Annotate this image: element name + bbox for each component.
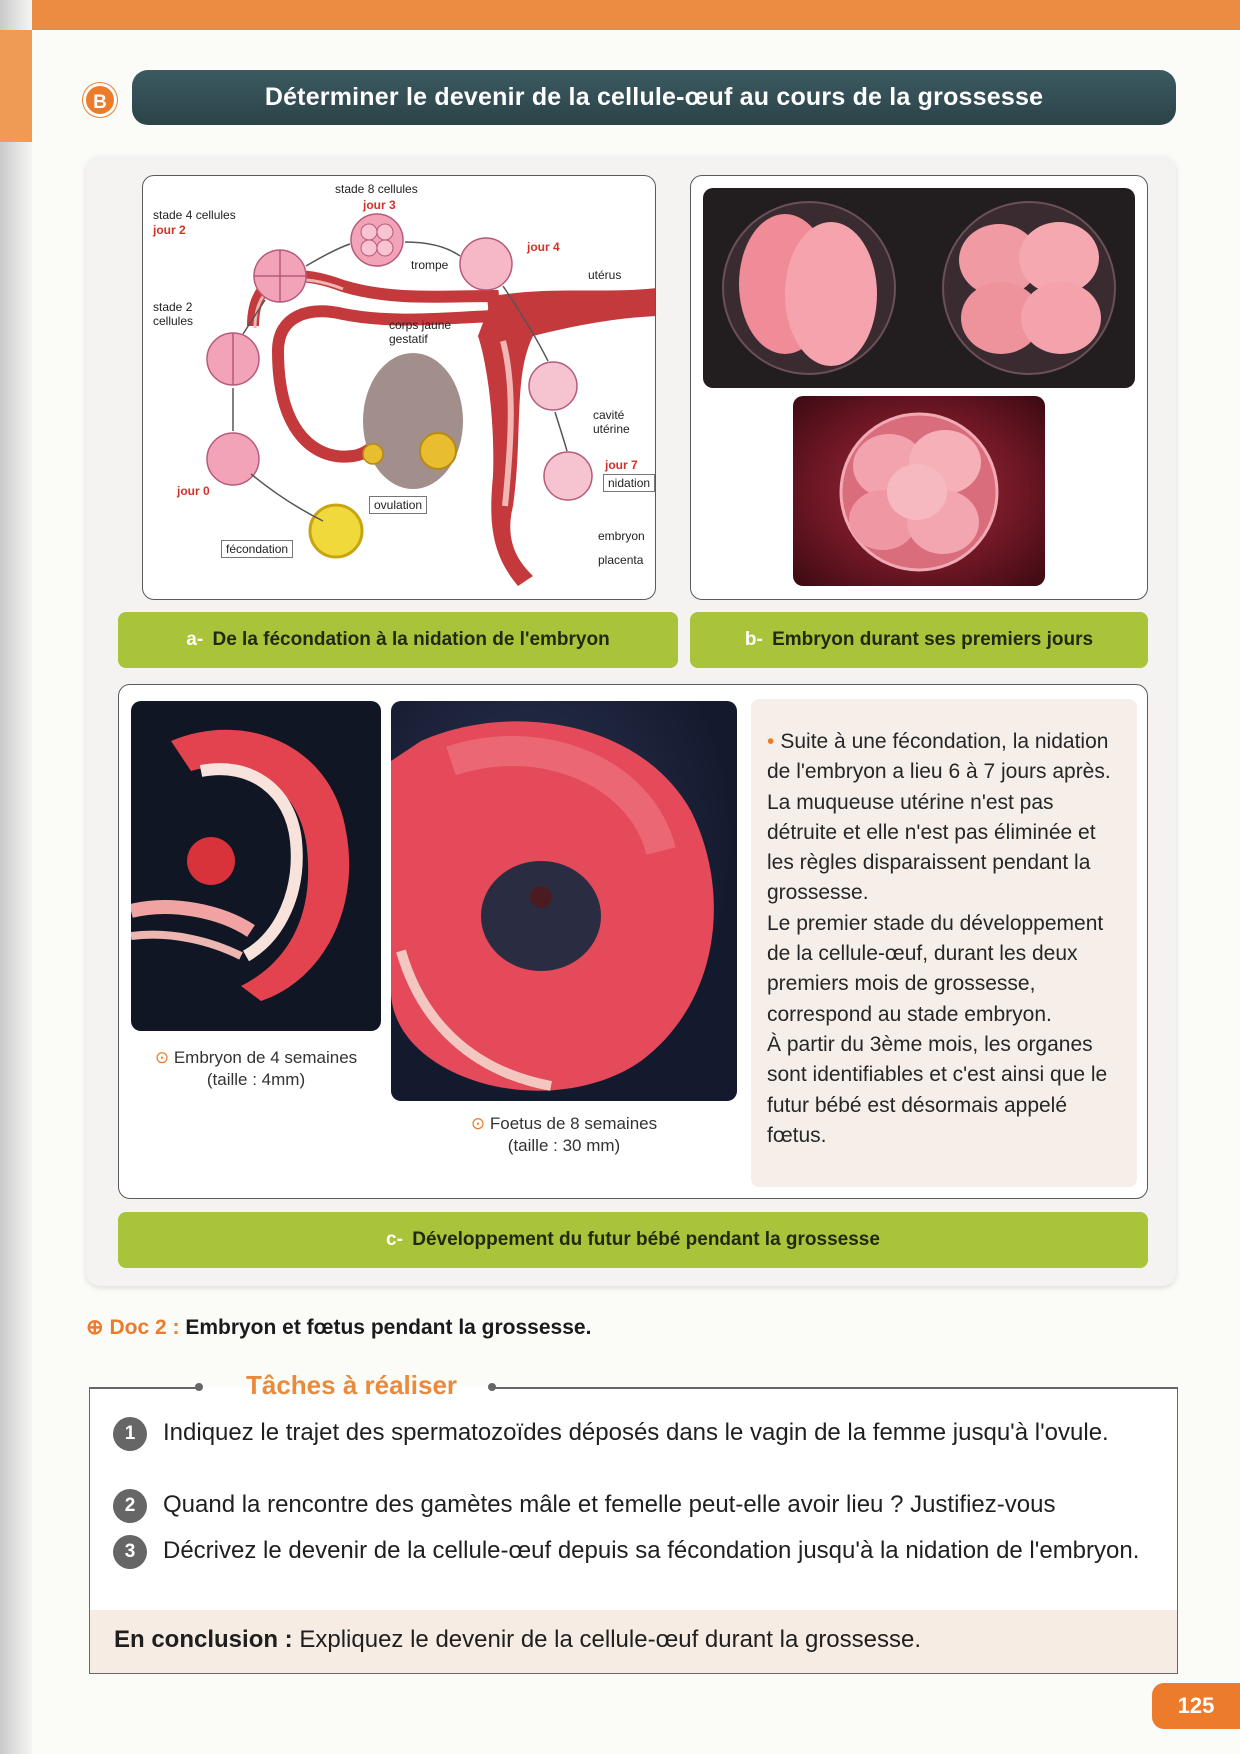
- explanation-p1: Suite à une fécondation, la nidation de l'embryon a lieu 6 à 7 jours après. La muqueuse utérine n'est pas détruite et elle n'est pas éliminée et les règles disparaissent pendant la grossesse.: [767, 730, 1111, 905]
- caption-bullet-icon: ⊙: [470, 1114, 486, 1133]
- bullet-icon: •: [767, 730, 775, 753]
- embryo-4-weeks-photo: [131, 701, 381, 1031]
- doc-reference: [86, 1315, 591, 1340]
- label-stade4: stade 4 cellules: [153, 208, 236, 222]
- label-embryon: embryon: [598, 529, 645, 543]
- caption-a: [118, 612, 678, 668]
- caption-b-text: Embryon durant ses premiers jours: [772, 629, 1094, 650]
- task-3-number: 3: [113, 1535, 147, 1569]
- label-trompe: trompe: [411, 258, 449, 272]
- fetus-8-weeks-photo: [391, 701, 737, 1101]
- fetus-8-weeks-caption: [391, 1113, 737, 1157]
- label-corps-jaune: corps jaune gestatif: [389, 318, 452, 346]
- task-1-number: 1: [113, 1417, 147, 1451]
- label-jour2: jour 2: [153, 223, 186, 237]
- caption-bullet-icon: ⊙: [154, 1048, 170, 1067]
- explanation-card: [751, 699, 1137, 1187]
- embryo-4w-line2: (taille : 4mm): [206, 1070, 306, 1089]
- ovary: [363, 353, 463, 489]
- tasks-dot-icon: [488, 1383, 496, 1391]
- caption-b: [690, 612, 1148, 668]
- conclusion-row: [90, 1610, 1177, 1673]
- label-stade8: stade 8 cellules: [335, 182, 418, 196]
- explanation-p3: À partir du 3ème mois, les organes sont identifiables et c'est ainsi que le futur bébé est désormais appelé fœtus.: [767, 1032, 1108, 1147]
- label-jour7: jour 7: [605, 458, 638, 472]
- task-1-text: Indiquez le trajet des spermatozoïdes déposés dans le vagin de la femme jusqu'à l'ovule.: [163, 1419, 1109, 1446]
- conclusion-label: En conclusion :: [114, 1626, 293, 1653]
- section-badge: B: [83, 83, 117, 117]
- embryo-4-weeks-caption: [131, 1047, 381, 1091]
- embryo-4w-line1: Embryon de 4 semaines: [173, 1048, 358, 1067]
- label-placenta: placenta: [598, 553, 644, 567]
- tasks-rule-right: [494, 1387, 1178, 1389]
- label-jour3: jour 3: [363, 198, 396, 212]
- caption-a-letter: a-: [186, 629, 204, 650]
- reproductive-tract-svg: [143, 176, 656, 600]
- corps-jaune-icon: [420, 433, 456, 469]
- label-uterus: utérus: [588, 268, 622, 282]
- label-jour4: jour 4: [527, 240, 560, 254]
- label-fecondation: fécondation: [221, 540, 293, 558]
- doc-ref-icon: ⊕: [86, 1316, 104, 1339]
- doc-ref-label: Doc 2 :: [109, 1316, 180, 1339]
- tasks-rule-left: [89, 1387, 201, 1389]
- tasks-title: Tâches à réaliser: [246, 1370, 458, 1400]
- doc-ref-text: Embryon et fœtus pendant la grossesse.: [185, 1316, 592, 1339]
- tasks-dot-icon: [195, 1383, 203, 1391]
- label-cavite: cavité utérine: [593, 408, 630, 436]
- task-2-text: Quand la rencontre des gamètes mâle et femelle peut-elle avoir lieu ? Justifiez-vous: [163, 1491, 1056, 1518]
- top-color-band: [0, 0, 1240, 30]
- embryo-2-4-cells-photo: [703, 188, 1135, 388]
- spine-orange-tab: [0, 30, 32, 142]
- task-3-text: Décrivez le devenir de la cellule-œuf depuis sa fécondation jusqu'à la nidation de l'embryon.: [163, 1537, 1140, 1564]
- embryo-8-cells-photo: [793, 396, 1045, 586]
- label-ovulation: ovulation: [369, 496, 427, 514]
- caption-c-letter: c-: [386, 1229, 403, 1250]
- ovule-icon: [310, 505, 362, 557]
- task-2-number: 2: [113, 1489, 147, 1523]
- early-embryo-photos: [690, 175, 1148, 600]
- label-jour0: jour 0: [177, 484, 210, 498]
- caption-b-letter: b-: [744, 629, 763, 650]
- fetus-8w-line2: (taille : 30 mm): [507, 1136, 621, 1155]
- label-nidation: nidation: [603, 474, 655, 492]
- blastocyst-icon: [529, 362, 577, 410]
- morula-icon: [460, 238, 512, 290]
- cell-jour0-icon: [207, 433, 259, 485]
- book-spine-shadow: [0, 0, 32, 1754]
- caption-a-text: De la fécondation à la nidation de l'embryon: [212, 629, 610, 650]
- page-number: 125: [1152, 1683, 1240, 1729]
- explanation-p2: Le premier stade du développement de la cellule-œuf, durant les deux premiers mois de grossesse, correspond au stade embryon.: [767, 911, 1104, 1026]
- caption-c-text: Développement du futur bébé pendant la grossesse: [412, 1229, 880, 1250]
- development-panel: [118, 684, 1148, 1199]
- cell-8-stage-icon: [351, 214, 403, 266]
- label-stade2: stade 2 cellules: [153, 300, 194, 328]
- fecondation-nidation-diagram: [142, 175, 656, 600]
- fetus-8w-line1: Foetus de 8 semaines: [489, 1114, 658, 1133]
- caption-c: [118, 1212, 1148, 1268]
- section-title: Déterminer le devenir de la cellule-œuf au cours de la grossesse: [132, 70, 1176, 125]
- implanting-embryo-icon: [544, 452, 592, 500]
- conclusion-text: Expliquez le devenir de la cellule-œuf durant la grossesse.: [299, 1626, 922, 1653]
